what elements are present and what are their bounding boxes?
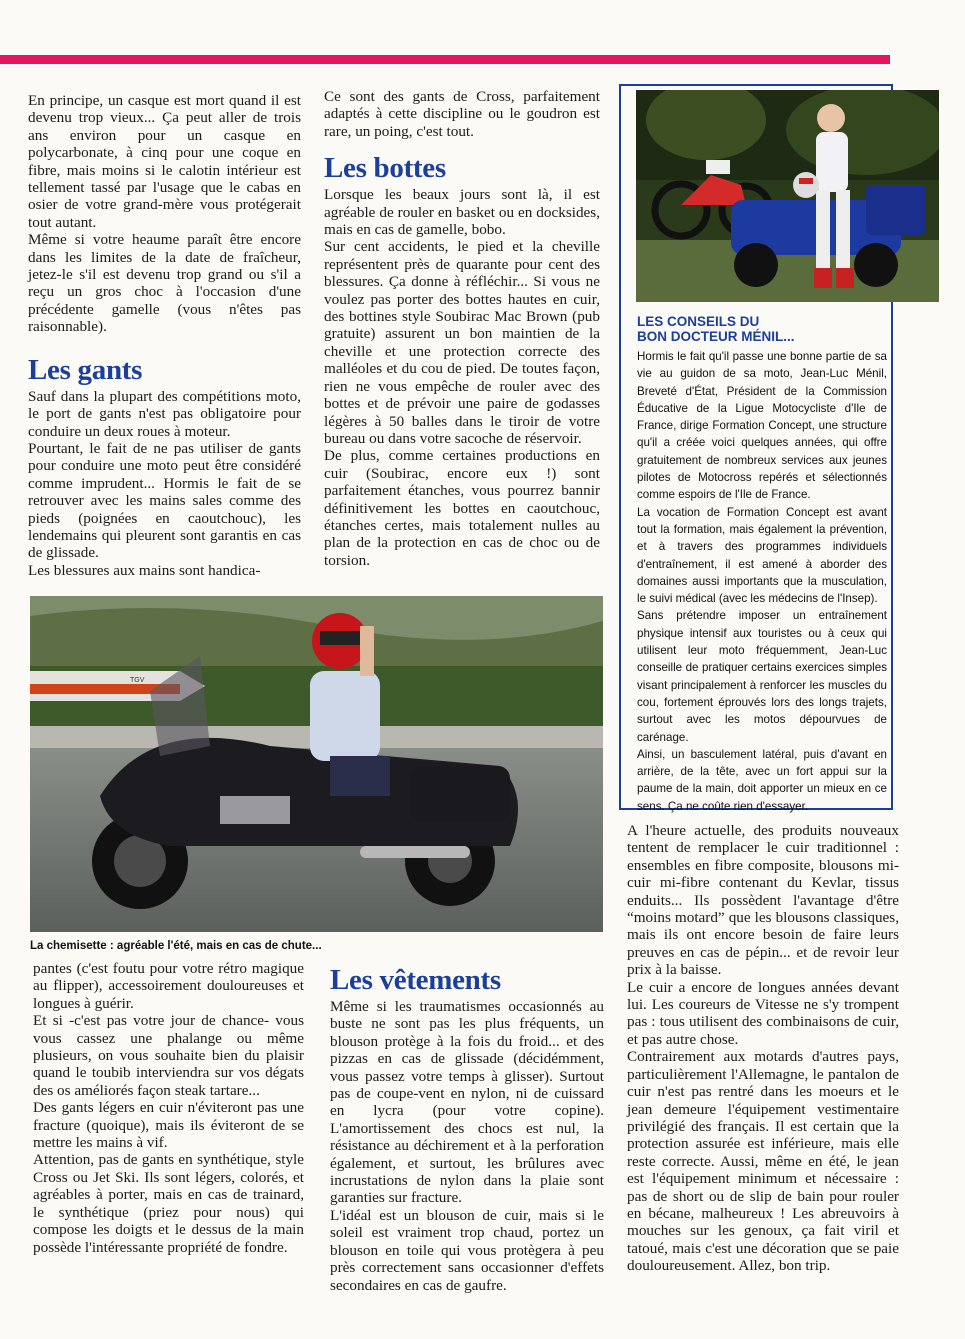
paragraph: Le cuir a encore de longues années devant lui. Les coureurs de Vitesse ne s'y trompent pas : tous utilisent des combinaisons de cuir, et pas autre chose.	[627, 978, 899, 1048]
paragraph: De plus, comme certaines productions en cuir (Soubirac, encore eux !) sont parfaitement étanches, vous pourrez bannir définitivement les bottes en caoutchouc, étanches certes, mais totalement nulles au plan de la protection en cas de choc ou de torsion.	[324, 447, 600, 569]
sidebar-paragraph: La vocation de Formation Concept est avant tout la formation, mais également la prévention, et à travers des programmes individuels d'entraînement, il est amené à aborder des domaines aussi importants que la musculation, le suivi médical (avec les médecins de l'Insep).	[637, 505, 887, 606]
paragraph: Des gants légers en cuir n'éviteront pas une fracture (quoique), mais ils éviteront de se mettre les mains à vif.	[33, 1099, 304, 1152]
sidebar-title-line-1: LES CONSEILS DU	[637, 314, 760, 329]
paragraph: Attention, pas de gants en synthétique, style Cross ou Jet Ski. Ils sont légers, colorés, et agréables à porter, mais en cas de trainard, le synthétique (priez pour nous) qui compose les doigts et le dessus de la main possède l'intéressante propriété de fondre.	[33, 1151, 304, 1256]
paragraph: Contrairement aux motards d'autres pays, particulièrement l'Allemagne, le pantalon de cuir n'est pas rentré dans les moeurs et le jean demeure l'équipement vestimentaire privilégié des français. Il est certain que la protection assurée est inférieure, mais elle reste correcte. Aussi, même en été, le jean est l'équipement minimum et nécessaire : pas de short ou de slip de bain pour rouler en bécane, malheureux ! Les abreuvoirs à mouches sur les genoux, ça fait viril et tatoué, mais c'est une décoration que se paie douloureusement. Allez, bon trip.	[627, 1048, 899, 1275]
paragraph: Sur cent accidents, le pied et la cheville représentent près de quarante pour cent des blessures. Ça donne à réfléchir... Si vous ne voulez pas porter des bottes hautes en cuir, des bottines style Soubirac Mac Brown (pub gratuite) assurent un bon maintien de la cheville et une protection correcte des malléoles et du cou de pied. De toutes façon, rien ne vous empêche de rouler avec des bottes et de prévoir une paire de godasses légères à 50 balles dans le tiroir de votre bureau ou dans votre sacoche de réservoir.	[324, 238, 600, 447]
column-3-bottom	[627, 822, 899, 1275]
sidebar-title	[637, 314, 887, 344]
paragraph: Et si -c'est pas votre jour de chance- vous vous cassez une phalange ou même plusieurs, on vous souhaite bien du plaisir quand le toubib interviendra sur vos dégats des os améliorés façon steak tartare...	[33, 1012, 304, 1099]
paragraph: Pourtant, le fait de ne pas utiliser de gants pour conduire une moto peut être considéré comme imprudent... Hormis le fait de se retrouver avec les mains sales comme des pieds (poignées en caoutchouc), les lendemains qui pleurent sont garantis en cas de glissade.	[28, 439, 301, 562]
paragraph: Même si les traumatismes occasionnés au buste ne sont pas les plus fréquents, un blouson protège à la fois du froid... et des pizzas en cas de glissade (décidémment, vous passez votre temps à glisser). Surtout pas de coupe-vent en nylon, ni de cuissard en lycra (pour votre copine). L'amortissement des chocs est nul, la résistance au déchirement et à la perforation également, et surtout, les brûlures avec incrustations de nylon dans la plaie sont garanties sur fracture.	[330, 998, 604, 1207]
paragraph: pantes (c'est foutu pour votre rétro magique au flipper), accessoirement douloureuses et longues à guérir.	[33, 960, 304, 1012]
sidebar-box	[619, 84, 893, 813]
column-2-top	[324, 88, 600, 569]
heading-vetements: Les vêtements	[330, 964, 501, 996]
column-1-top	[28, 92, 301, 579]
paragraph: En principe, un casque est mort quand il est devenu trop vieux... Ça peut aller de trois ans environ pour un casque en polycarbonate, à cinq pour une coque en fibre, mais moins si le calotin intérieur est tellement tassé par l'usage que le cabas en osier de votre grand-mère vous protégerait tout autant.	[28, 92, 301, 231]
sidebar-paragraph: Ainsi, un basculement latéral, puis d'avant en arrière, de la tête, avec un fort appui sur la paume de la main, doit apporter un mieux en ce sens. Ça ne coûte rien d'essayer.	[637, 747, 887, 813]
paragraph: L'idéal est un blouson de cuir, mais si le soleil est vraiment trop chaud, portez un blouson en toile qui vous protègera à peu près correctement sans occasionner d'effets secondaires en cas de gaufre.	[330, 1206, 604, 1294]
paragraph: Sauf dans la plupart des compétitions moto, le port de gants n'est pas obligatoire pour conduire un deux roues à moteur.	[28, 387, 301, 440]
main-photo-motorcycle	[30, 596, 603, 932]
paragraph: Lorsque les beaux jours sont là, il est agréable de rouler en basket ou en docksides, mais en cas de gamelle, bobo.	[324, 186, 600, 239]
photo-caption: La chemisette : agréable l'été, mais en cas de chute...	[30, 940, 322, 952]
paragraph: Ce sont des gants de Cross, parfaitement adaptés à cette discipline ou le goudron est rare, un poing, c'est tout.	[324, 88, 600, 140]
paragraph: Les blessures aux mains sont handica-	[28, 561, 261, 579]
paragraph: Même si votre heaume paraît être encore dans les limites de la date de fraîcheur, jetez-le s'il est devenu trop grand ou s'il a reçu un gros choc à l'occasion d'une précédente gamelle (vous n'êtes pas raisonnable).	[28, 231, 301, 336]
column-1-bottom	[33, 960, 304, 1256]
paragraph: A l'heure actuelle, des produits nouveaux tentent de remplacer le cuir traditionnel : ensembles en fibre composite, blousons mi-cuir mi-fibre contenant du Kevlar, tissus enduits... Ils possèdent l'avantage d'être “moins motard” que les blousons classiques, mais ils ont encore besoin de faire leurs preuves en cas de pépin... et de revoir leur prix à la baisse.	[627, 822, 899, 979]
sidebar-title-line-2: BON DOCTEUR MÉNIL...	[637, 329, 795, 344]
heading-bottes: Les bottes	[324, 152, 446, 185]
sidebar-paragraph: Hormis le fait qu'il passe une bonne partie de sa vie au guidon de sa moto, Jean-Luc Ménil, Breveté d'État, Président de la Commission Éducative de la Ligue Motocycliste d'Ile de France, dirige Formation Concept, une structure qu'il a créée voici quelques années, qui offre gratuitement de nombreux services aux jeunes pilotes de Motocross repérés et sélectionnés comme espoirs de l'Ile de France.	[637, 350, 887, 502]
column-2-bottom	[330, 964, 604, 1294]
sidebar-paragraph: Sans prétendre imposer un entraînement physique intensif aux touristes ou à ceux qui utilisent leur moto fréquemment, Jean-Luc conseille de pratiquer certains exercices simples visant principalement à renforcer les muscles du cou, fortement éprouvés lors des longs trajets, surtout avec les motos dépourvues de carénage.	[637, 609, 887, 744]
heading-gants: Les gants	[28, 353, 143, 386]
sidebar-photo-motocross	[636, 90, 939, 302]
top-accent-bar	[0, 55, 890, 64]
tgv-label: TGV	[130, 677, 145, 684]
sidebar-text	[637, 348, 887, 815]
